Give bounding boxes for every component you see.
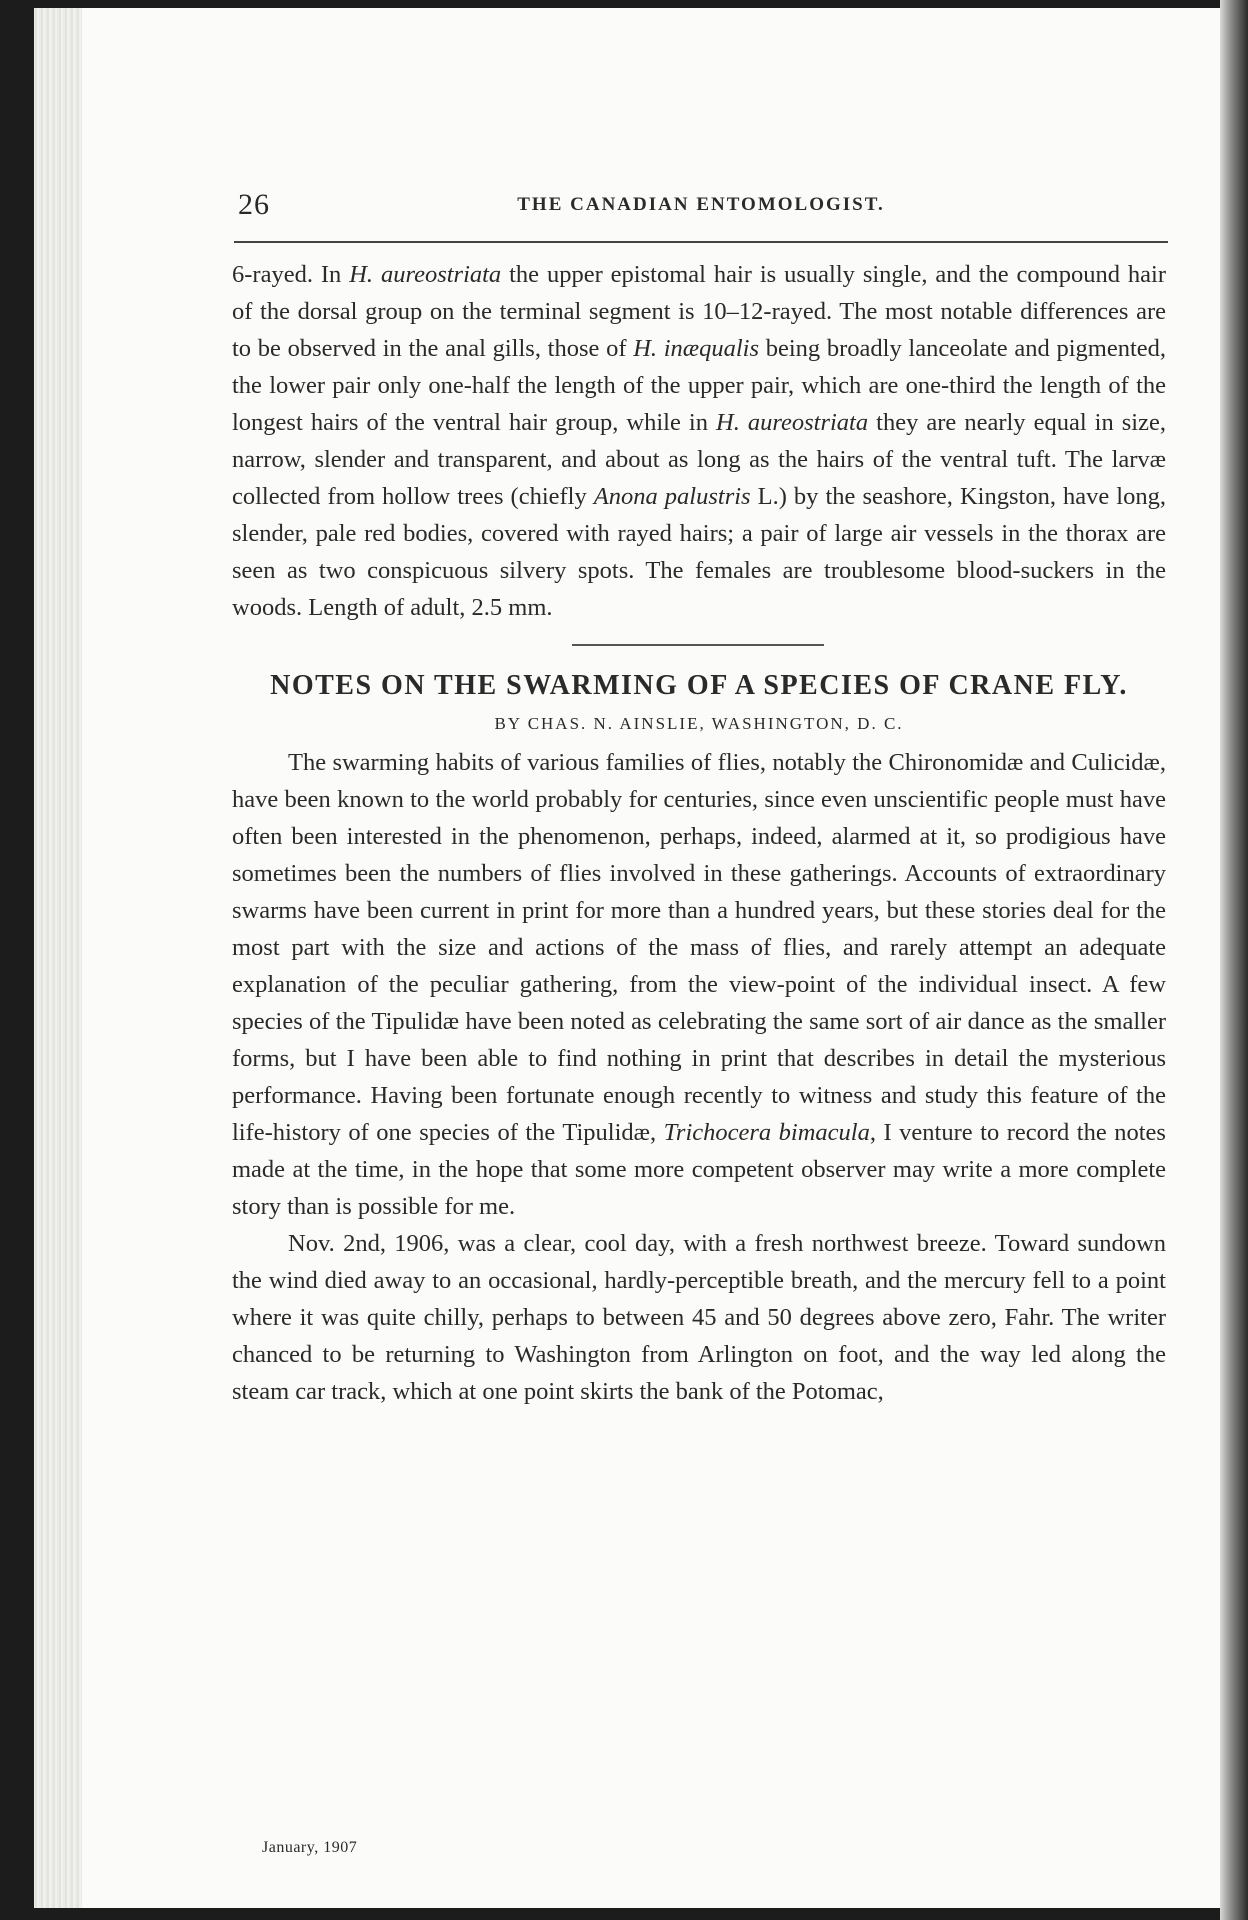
text-run: Nov. 2nd, 1906, was a clear, cool day, with a fresh northwest breeze. Toward sundown the wind died away to an occasional, hardly-perceptible breath, and the mercury fell to a point where it was quite chilly, perhaps to between 45 and 50 degrees above zero, Fahr. The writer chanced to be returning to Washington from Arlington on foot, and the way led along the steam car track, which at one point skirts the bank of the Potomac, xyxy=(232,1230,1166,1405)
page-header xyxy=(238,188,1164,232)
text-run: 6-rayed. In xyxy=(232,261,350,288)
header-rule xyxy=(234,241,1168,243)
italic-taxon-name: Trichocera bimacula xyxy=(663,1119,870,1146)
running-head: THE CANADIAN ENTOMOLOGIST. xyxy=(517,194,885,215)
italic-taxon-name: H. inæqualis xyxy=(633,335,760,362)
article-title: NOTES ON THE SWARMING OF A SPECIES OF CRANE FLY. xyxy=(270,670,1128,701)
article-paragraph-2 xyxy=(232,1225,1166,1410)
text-run: L.) by the seashore, Kingston, have long, slender, pale red bodies, covered with rayed hairs; a pair of large air vessels in the thorax are seen as two conspicuous silvery spots. The females are troublesome blood-suckers in the woods. Length of adult, 2.5 mm. xyxy=(232,483,1166,621)
page-right-edge xyxy=(1220,0,1248,1920)
article-paragraph-1 xyxy=(232,744,1166,1225)
text-run: they are nearly equal in size, narrow, slender and transparent, and about as long as the hairs of the ventral tuft. The larvæ collected from hollow trees (chiefly xyxy=(232,409,1166,510)
italic-taxon-name: H. aureostriata xyxy=(716,409,869,436)
text-run: The swarming habits of various families of flies, notably the Chironomidæ and Culicidæ, have been known to the world probably for centuries, since even unscientific people must have often been interested in the phenomenon, perhaps, indeed, alarmed at it, so prodigious have sometimes been the numbers of flies involved in these gatherings. Accounts of extraordinary swarms have been current in print for more than a hundred years, but these stories deal for the most part with the size and actions of the mass of flies, and rarely attempt an adequate explanation of the peculiar gathering, from the view-point of the individual insect. A few species of the Tipulidæ have been noted as celebrating the same sort of air dance as the smaller forms, but I have been able to find nothing in print that describes in detail the mysterious performance. Having been fortunate enough recently to witness and study this feature of the life-history of one species of the Tipulidæ, xyxy=(232,749,1166,1146)
page-number: 26 xyxy=(238,188,270,221)
text-run: the upper epistomal hair is usually single, and the compound hair of the dorsal group on the terminal segment is 10–12-rayed. The most notable differences are to be observed in the anal gills, those of xyxy=(232,261,1166,362)
italic-taxon-name: Anona palustris xyxy=(593,483,751,510)
text-run: being broadly lanceolate and pigmented, the lower pair only one-half the length of the upper pair, which are one-third the length of the longest hairs of the ventral hair group, while in xyxy=(232,335,1167,436)
footer-date: January, 1907 xyxy=(262,1839,358,1856)
page-binding-edge xyxy=(34,8,82,1908)
article-byline: BY CHAS. N. AINSLIE, WASHINGTON, D. C. xyxy=(494,714,904,733)
body-text xyxy=(232,256,1166,1410)
italic-taxon-name: H. aureostriata xyxy=(349,261,502,288)
section-divider-rule xyxy=(572,644,824,646)
continued-paragraph xyxy=(232,256,1166,626)
text-run: , I venture to record the notes made at the time, in the hope that some more competent observer may write a more complete story than is possible for me. xyxy=(232,1119,1166,1220)
